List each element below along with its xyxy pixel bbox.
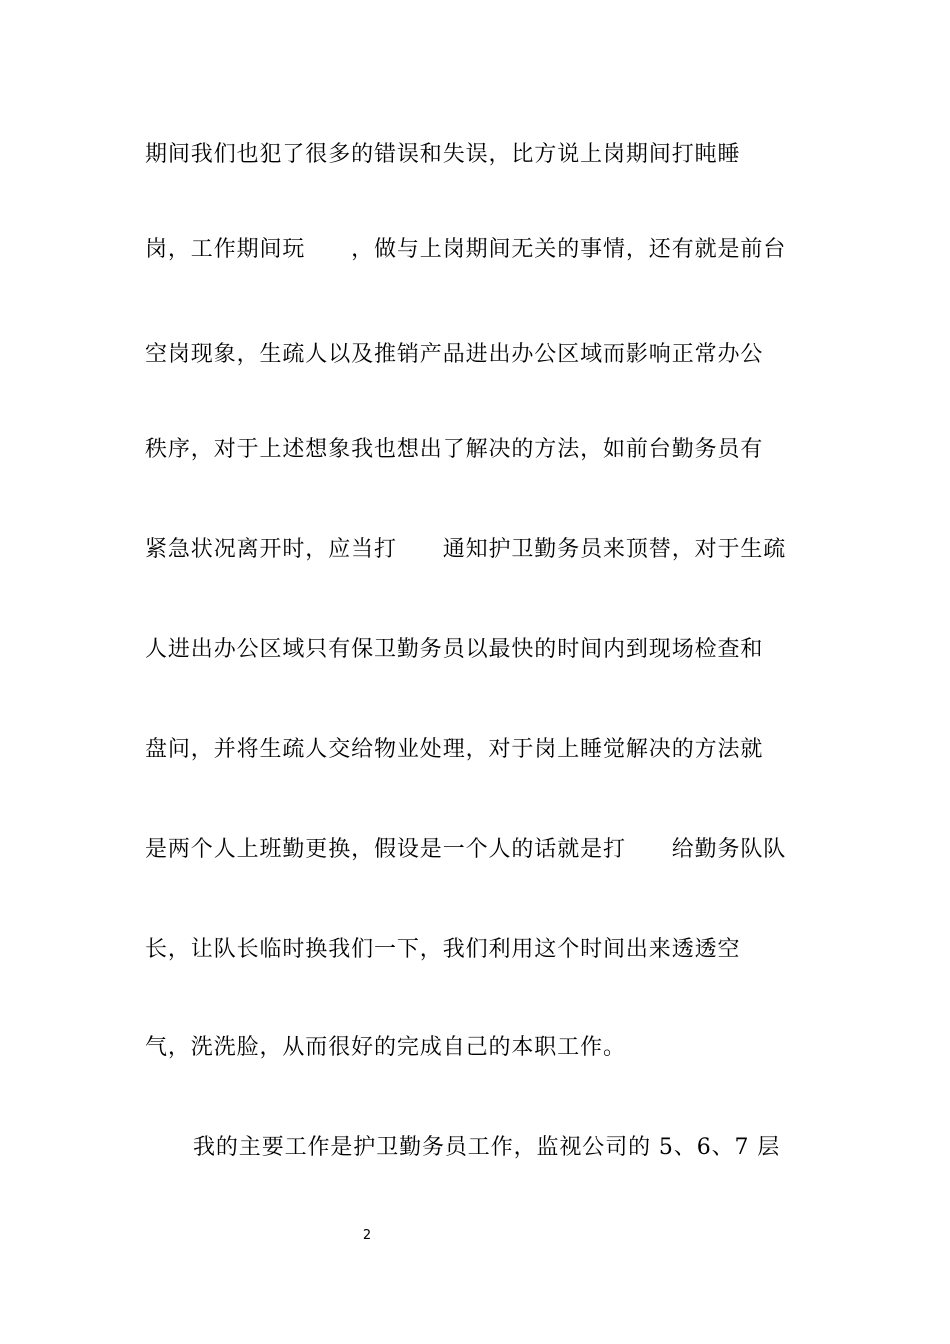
text-line: 期间我们也犯了很多的错误和失误，比方说上岗期间打盹睡 bbox=[145, 142, 741, 167]
text-line: 是两个人上班勤更换，假设是一个人的话就是打 给勤务队队 bbox=[145, 837, 787, 862]
text-line: 长，让队长临时换我们一下，我们利用这个时间出来透透空 bbox=[145, 937, 741, 962]
text-line: 紧急状况离开时，应当打 通知护卫勤务员来顶替，对于生疏 bbox=[145, 537, 787, 562]
text-line: 秩序，对于上述想象我也想出了解决的方法，如前台勤务员有 bbox=[145, 437, 764, 462]
text-line: 空岗现象，生疏人以及推销产品进出办公区域而影响正常办公 bbox=[145, 342, 764, 367]
paragraph-first-line: 我的主要工作是护卫勤务员工作，监视公司的 5、6、7 层 bbox=[193, 1135, 781, 1160]
text-line: 人进出办公区域只有保卫勤务员以最快的时间内到现场检查和 bbox=[145, 637, 764, 662]
text-line: 气，洗洗脸，从而很好的完成自己的本职工作。 bbox=[145, 1035, 626, 1060]
text-line: 盘问，并将生疏人交给物业处理，对于岗上睡觉解决的方法就 bbox=[145, 737, 764, 762]
text-line: 岗，工作期间玩 ，做与上岗期间无关的事情，还有就是前台 bbox=[145, 237, 787, 262]
page-number: 2 bbox=[362, 1228, 372, 1243]
